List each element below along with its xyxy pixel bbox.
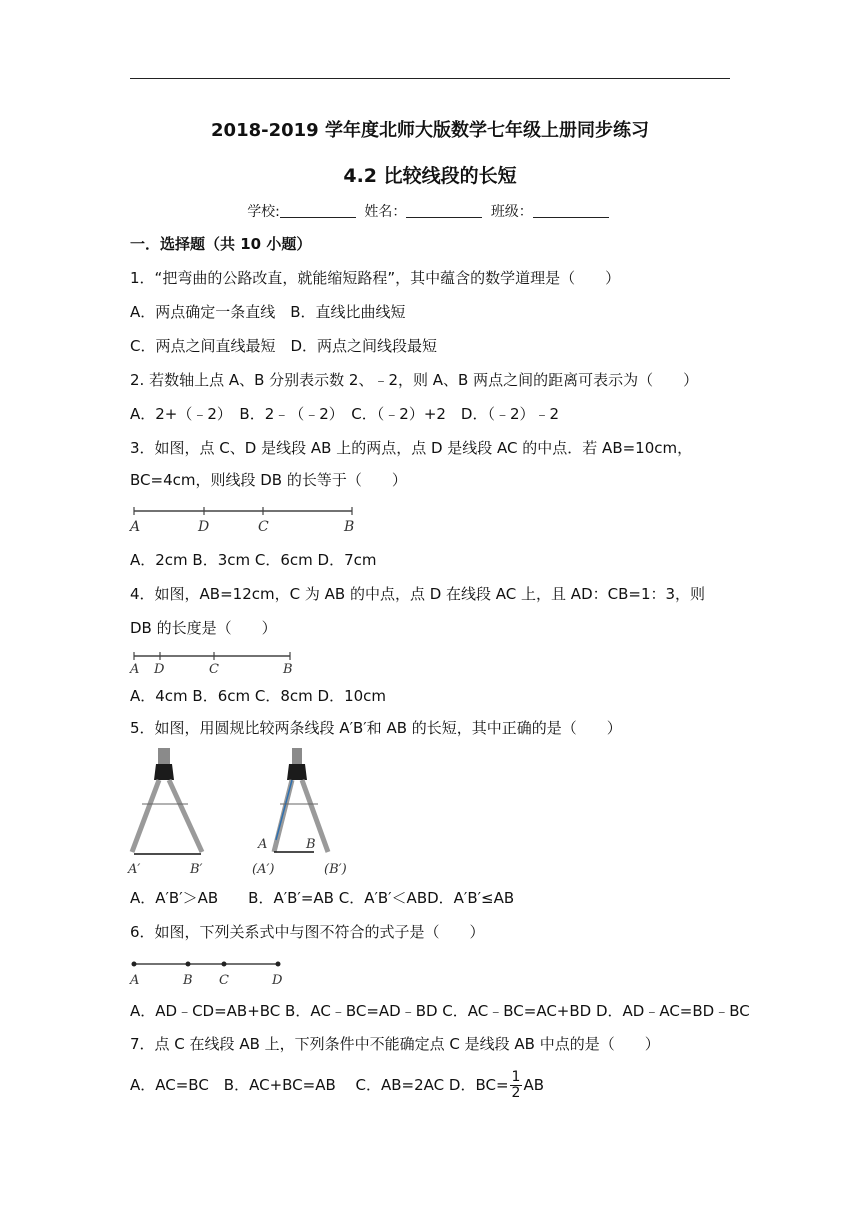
q7-stem: 7．点 C 在线段 AB 上，下列条件中不能确定点 C 是线段 AB 中点的是（ ） [130,1035,660,1053]
q6-label-c: C [219,973,229,988]
q5-right-label-a: A [258,837,268,852]
q4-options: A．4cm B．6cm C．8cm D．10cm [130,687,387,705]
q5-compass-figure-right [252,748,362,878]
q3-segment-figure [130,505,370,537]
q3-options: A．2cm B．3cm C．6cm D．7cm [130,551,377,569]
q6-segment-figure [130,956,290,988]
q4-label-c: C [209,662,219,677]
school-blank[interactable] [280,203,356,218]
class-blank[interactable] [533,203,609,218]
left-compass-leg-b [169,780,202,852]
document-subtitle: 4.2 比较线段的长短 [343,165,517,187]
q3-label-c: C [258,519,269,535]
q5-options: A．A′B′＞AB B．A′B′=AB C．A′B′＜ABD．A′B′≤AB [130,889,515,907]
q4-label-d: D [154,662,165,677]
q5-stem: 5．如图，用圆规比较两条线段 A′B′和 AB 的长短，其中正确的是（ ） [130,719,622,737]
fraction-numerator: 1 [511,1069,521,1085]
q5-right-label-a-prime: (A′) [252,862,275,877]
q4-stem-cont: DB 的长度是（ ） [130,619,277,637]
q4-label-b: B [283,662,293,677]
q5-compass-figure-left [128,748,224,878]
school-label: 学校: [247,204,280,220]
header-rule [130,78,730,79]
q6-label-b: B [183,973,193,988]
right-compass-leg-highlight [276,780,292,840]
left-compass-leg-a [132,780,159,852]
q3-stem-cont: BC=4cm，则线段 DB 的长等于（ ） [130,471,407,489]
q4-label-a: A [130,662,140,677]
left-compass-handle [158,748,170,764]
section-heading: 一．选择题（共 10 小题） [130,235,312,253]
q7-options [130,1070,544,1101]
q5-left-label-a: A′ [128,862,141,877]
q6-point-c [222,962,227,967]
q3-stem: 3．如图，点 C、D 是线段 AB 上的两点，点 D 是线段 AC 的中点．若 AB=10cm， [130,439,693,457]
q5-right-label-b: B [306,837,316,852]
document-title: 2018-2019 学年度北师大版数学七年级上册同步练习 [211,120,649,141]
q1-options-row2: C．两点之间直线最短 D．两点之间线段最短 [130,337,438,355]
q1-options-row1: A．两点确定一条直线 B．直线比曲线短 [130,303,406,321]
student-info-row [0,201,860,221]
q7-options-suffix: AB [523,1076,545,1094]
name-blank[interactable] [406,203,482,218]
q6-label-d: D [272,973,283,988]
q3-label-b: B [344,519,355,535]
left-compass-head [154,764,174,780]
q2-stem: 2. 若数轴上点 A、B 分别表示数 2、﹣2，则 A、B 两点之间的距离可表示为（ ） [130,371,699,389]
q6-point-a [132,962,137,967]
q7-options-text: A．AC=BC B．AC+BC=AB C．AB=2AC D．BC= [130,1076,509,1094]
q3-label-d: D [198,519,210,535]
q1-stem: 1．“把弯曲的公路改直，就能缩短路程”，其中蕴含的数学道理是（ ） [130,269,621,287]
fraction-one-half [510,1070,523,1101]
q3-label-a: A [130,519,141,535]
q5-right-label-b-prime: (B′) [324,862,347,877]
q4-segment-figure [130,650,310,678]
q6-point-d [276,962,281,967]
fraction-denominator: 2 [511,1085,521,1101]
q5-left-label-b: B′ [190,862,203,877]
q6-options: A．AD﹣CD=AB+BC B．AC﹣BC=AD﹣BD C．AC﹣BC=AC+BD D．AD﹣AC=BD﹣BC [130,1002,750,1020]
q6-label-a: A [130,973,140,988]
q2-options: A．2+（﹣2） B．2﹣（﹣2） C．（﹣2）+2 D．（﹣2）﹣2 [130,405,560,423]
right-compass-head [287,764,307,780]
q6-stem: 6．如图，下列关系式中与图不符合的式子是（ ） [130,923,485,941]
class-label: 班级： [490,204,533,220]
right-compass-handle [292,748,302,764]
q6-point-b [186,962,191,967]
q4-stem: 4．如图，AB=12cm，C 为 AB 的中点，点 D 在线段 AC 上，且 AD：CB=1：3，则 [130,585,706,603]
name-label: 姓名： [364,204,407,220]
